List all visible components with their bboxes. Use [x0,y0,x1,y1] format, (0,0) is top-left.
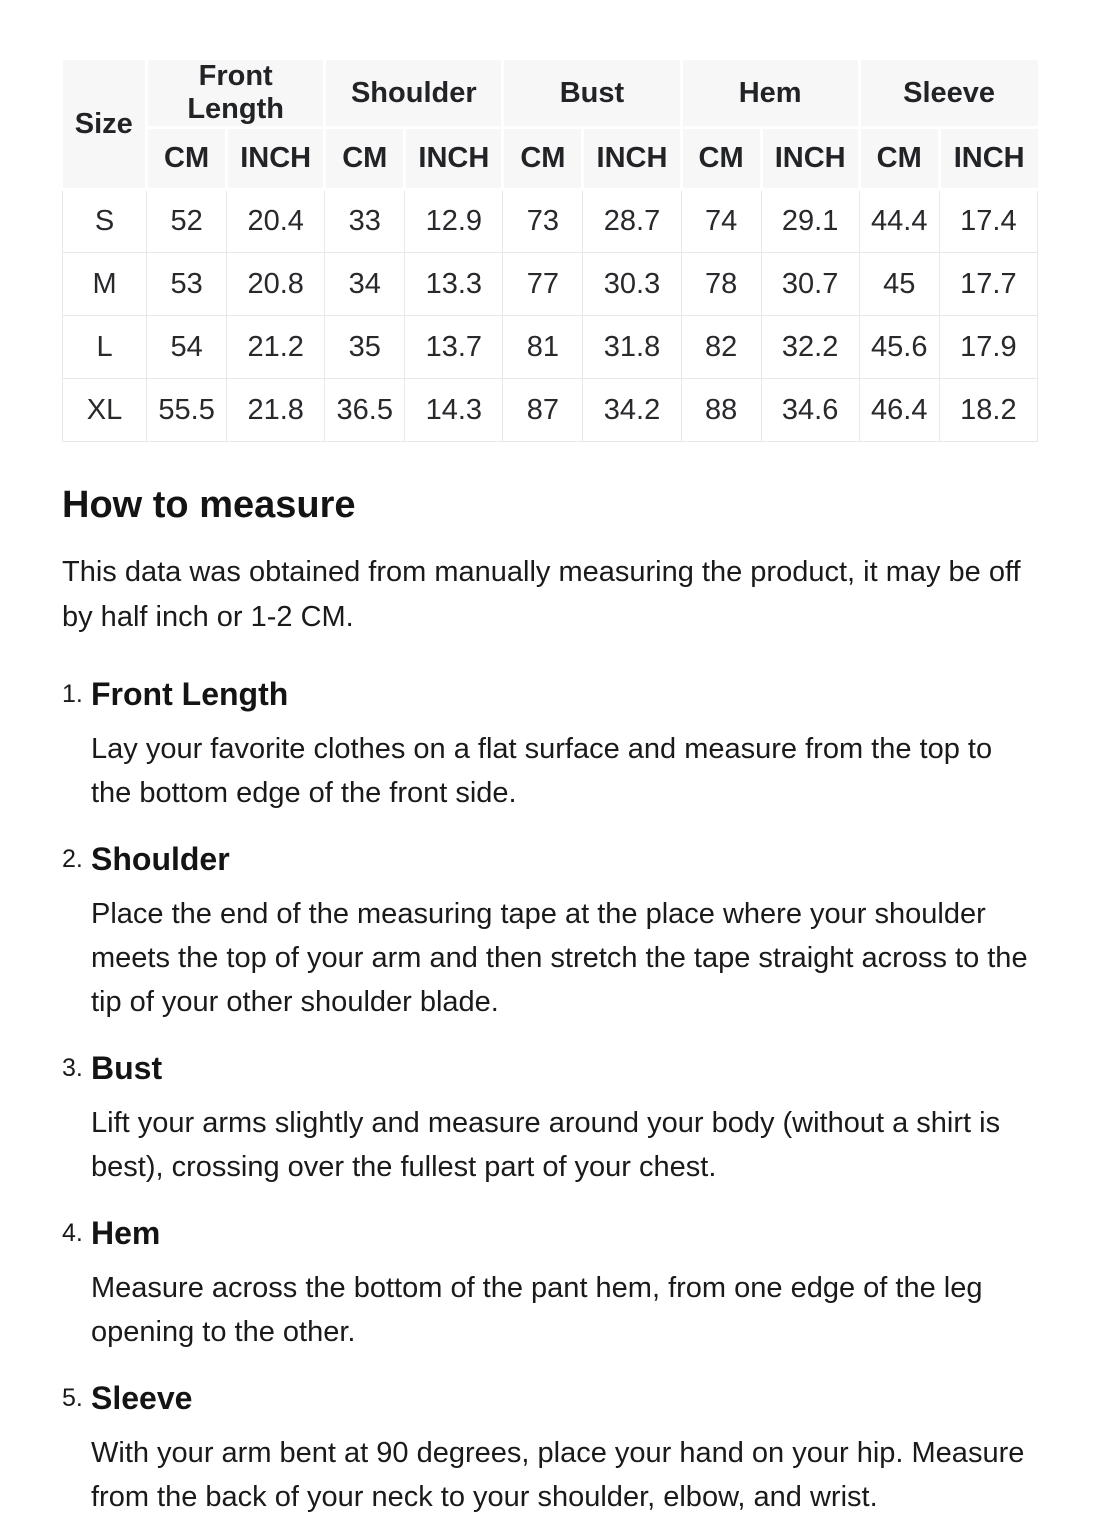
item-description: With your arm bent at 90 degrees, place your hand on your hip. Measure from the back of your neck to your shoulder, elbow, and wrist. [91,1437,1025,1513]
size-cell: XL [63,379,147,442]
value-cell: 28.7 [583,190,681,253]
item-title: Front Length [91,676,289,712]
how-to-measure-heading: How to measure [62,484,356,526]
value-cell: 34.2 [583,379,681,442]
table-row-s [63,190,1038,253]
value-cell: 77 [503,253,583,316]
item-description: Lay your favorite clothes on a flat surface and measure from the top to the bottom edge of the front side. [91,733,993,809]
unit-header-cm: CM [147,128,227,190]
unit-header-inch: INCH [405,128,503,190]
value-cell: 45.6 [859,316,939,379]
unit-header-inch: INCH [939,128,1037,190]
measure-item-front-length [62,674,1038,815]
value-cell: 44.4 [859,190,939,253]
unit-header-cm: CM [325,128,405,190]
measure-item-hem [62,1213,1038,1354]
value-cell: 17.7 [939,253,1037,316]
item-description: Measure across the bottom of the pant hem, from one edge of the leg opening to the other. [91,1272,983,1348]
item-content [91,674,1038,815]
size-cell: L [63,316,147,379]
unit-header-inch: INCH [583,128,681,190]
group-header-sleeve: Sleeve [859,60,1037,128]
unit-header-inch: INCH [227,128,325,190]
size-chart-header [63,60,1038,190]
value-cell: 32.2 [761,316,859,379]
item-description: Place the end of the measuring tape at the place where your shoulder meets the top of your arm and then stretch the tape straight across to the tip of your other shoulder blade. [91,898,1028,1018]
value-cell: 54 [147,316,227,379]
value-cell: 73 [503,190,583,253]
value-cell: 34 [325,253,405,316]
value-cell: 13.7 [405,316,503,379]
value-cell: 12.9 [405,190,503,253]
size-column-header: Size [63,60,147,190]
value-cell: 81 [503,316,583,379]
value-cell: 17.4 [939,190,1037,253]
value-cell: 74 [681,190,761,253]
size-chart-body [63,190,1038,442]
item-content [91,839,1038,1024]
item-number: 5. [62,1384,83,1412]
value-cell: 21.2 [227,316,325,379]
value-cell: 82 [681,316,761,379]
value-cell: 31.8 [583,316,681,379]
value-cell: 17.9 [939,316,1037,379]
measure-item-shoulder [62,839,1038,1024]
item-number: 4. [62,1219,83,1247]
group-header-bust: Bust [503,60,681,128]
item-title: Sleeve [91,1380,193,1416]
item-title: Shoulder [91,841,230,877]
unit-header-cm: CM [681,128,761,190]
value-cell: 46.4 [859,379,939,442]
item-number: 1. [62,680,83,708]
table-row-xl [63,379,1038,442]
value-cell: 52 [147,190,227,253]
table-row-m [63,253,1038,316]
value-cell: 53 [147,253,227,316]
value-cell: 29.1 [761,190,859,253]
value-cell: 45 [859,253,939,316]
measure-disclaimer-text: This data was obtained from manually measuring the product, it may be off by half inch or 1-2 CM. [62,556,1021,633]
item-number: 3. [62,1054,83,1082]
value-cell: 18.2 [939,379,1037,442]
item-number: 2. [62,845,83,873]
measure-item-sleeve [62,1378,1038,1519]
group-header-front-length: Front Length [147,60,325,128]
value-cell: 13.3 [405,253,503,316]
item-description: Lift your arms slightly and measure around your body (without a shirt is best), crossing over the fullest part of your chest. [91,1107,1001,1183]
value-cell: 34.6 [761,379,859,442]
table-row-l [63,316,1038,379]
unit-header-inch: INCH [761,128,859,190]
value-cell: 35 [325,316,405,379]
item-content [91,1048,1038,1189]
size-cell: M [63,253,147,316]
item-content [91,1213,1038,1354]
value-cell: 87 [503,379,583,442]
group-header-hem: Hem [681,60,859,128]
size-cell: S [63,190,147,253]
value-cell: 21.8 [227,379,325,442]
item-title: Bust [91,1050,163,1086]
value-cell: 20.4 [227,190,325,253]
value-cell: 30.3 [583,253,681,316]
value-cell: 78 [681,253,761,316]
value-cell: 33 [325,190,405,253]
size-chart-table [62,60,1038,442]
unit-header-cm: CM [503,128,583,190]
unit-header-cm: CM [859,128,939,190]
value-cell: 30.7 [761,253,859,316]
header-group-row [63,60,1038,128]
value-cell: 88 [681,379,761,442]
item-content [91,1378,1038,1519]
item-title: Hem [91,1215,161,1251]
value-cell: 20.8 [227,253,325,316]
value-cell: 14.3 [405,379,503,442]
group-header-shoulder: Shoulder [325,60,503,128]
measure-item-bust [62,1048,1038,1189]
header-unit-row [63,128,1038,190]
value-cell: 55.5 [147,379,227,442]
value-cell: 36.5 [325,379,405,442]
